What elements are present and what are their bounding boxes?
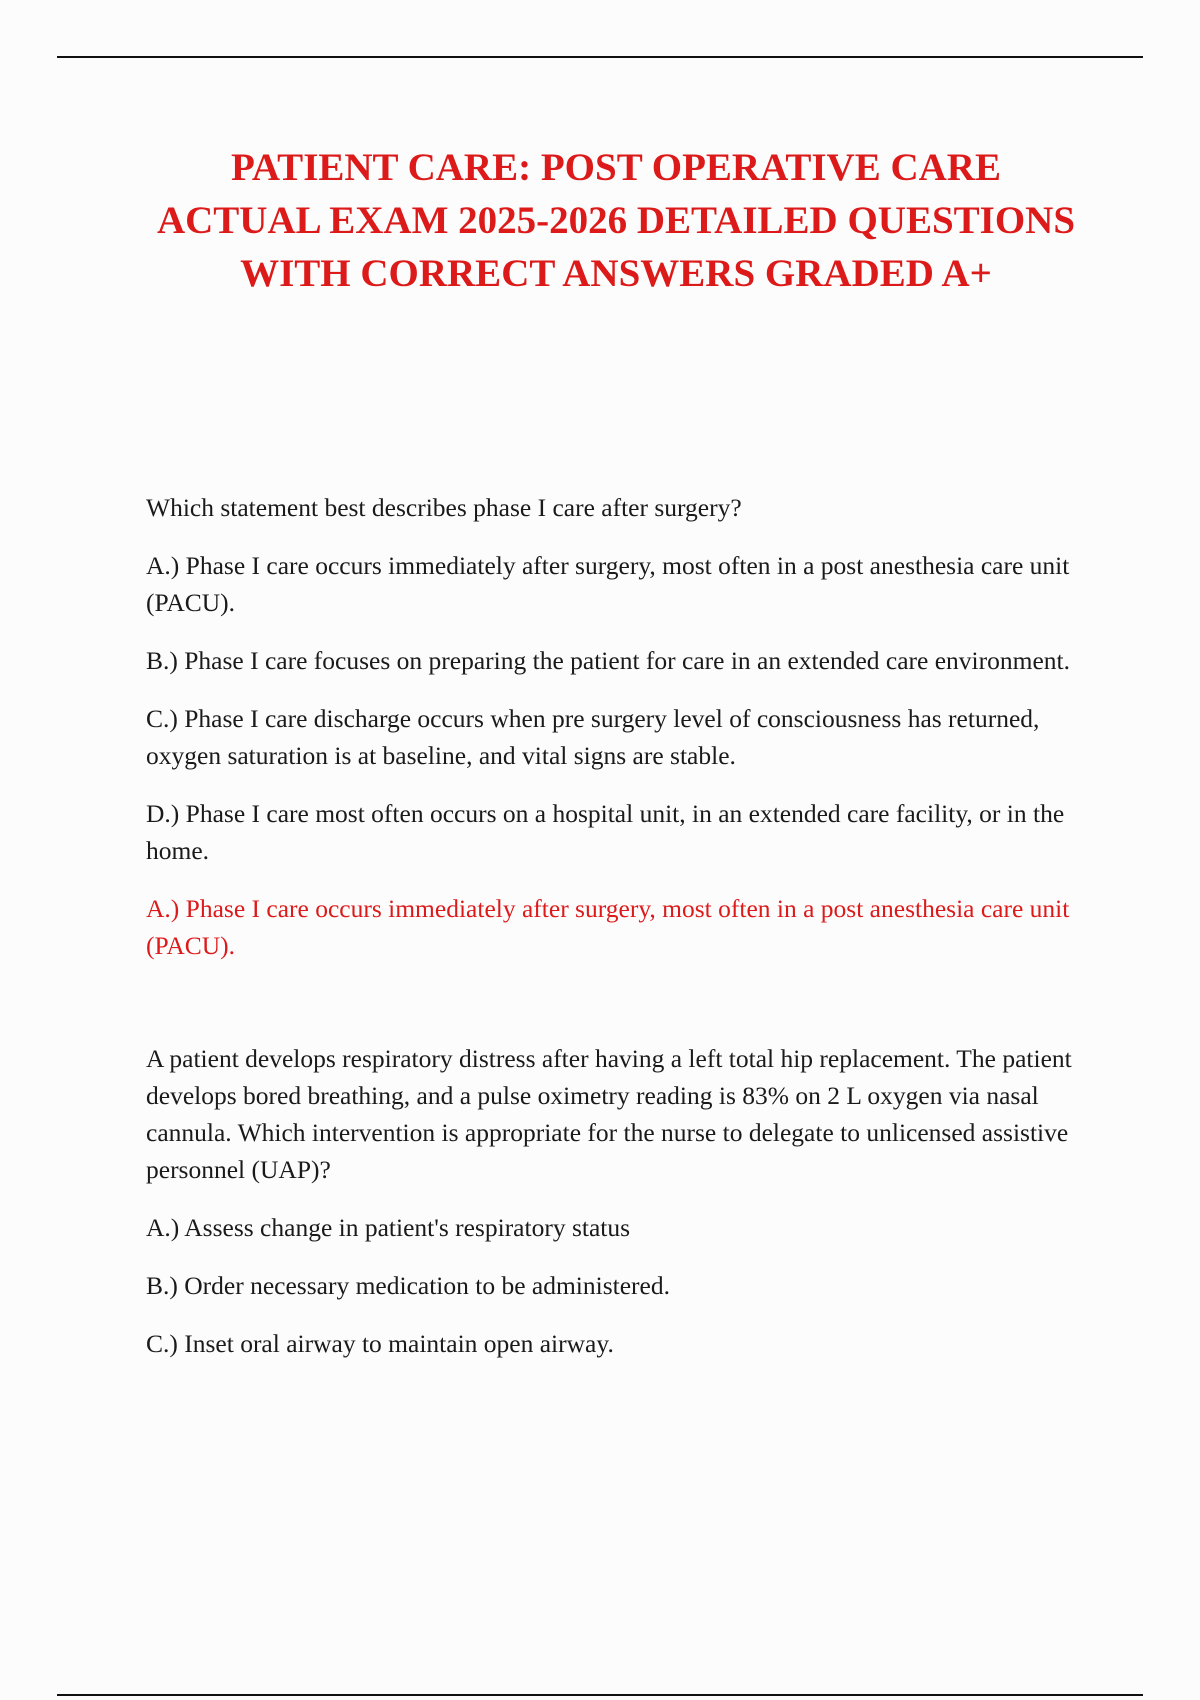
answer-option: B.) Order necessary medication to be administered. xyxy=(146,1271,670,1300)
answer-option: D.) Phase I care most often occurs on a hospital unit, in an extended care facility, or in the home. xyxy=(146,799,1065,865)
answer-option: A.) Phase I care occurs immediately after surgery, most often in a post anesthesia care unit (PACU). xyxy=(146,551,1070,617)
footer-rule xyxy=(57,1694,1143,1696)
header-rule xyxy=(57,56,1143,58)
correct-answer: A.) Phase I care occurs immediately after surgery, most often in a post anesthesia care unit (PACU). xyxy=(146,894,1070,960)
question-1 xyxy=(146,489,1096,964)
document-body xyxy=(146,489,1096,1383)
answer-option: A.) Assess change in patient's respiratory status xyxy=(146,1213,631,1242)
question-spacer xyxy=(146,985,1096,1040)
document-title: PATIENT CARE: POST OPERATIVE CARE ACTUAL EXAM 2025-2026 DETAILED QUESTIONS WITH CORRECT ANSWERS GRADED A+ xyxy=(156,146,1076,295)
question-stem: A patient develops respiratory distress after having a left total hip replacement. The patient develops bored breathing, and a pulse oximetry reading is 83% on 2 L oxygen via nasal cannula. Which intervention is appropriate for the nurse to delegate to unlicensed assistive personnel (UAP)? xyxy=(146,1044,1072,1184)
question-2 xyxy=(146,1040,1096,1362)
answer-option: C.) Inset oral airway to maintain open airway. xyxy=(146,1329,614,1358)
answer-option: B.) Phase I care focuses on preparing the patient for care in an extended care environment. xyxy=(146,646,1070,675)
answer-option: C.) Phase I care discharge occurs when pre surgery level of consciousness has returned, oxygen saturation is at baseline, and vital signs are stable. xyxy=(146,704,1040,770)
question-stem: Which statement best describes phase I care after surgery? xyxy=(146,493,742,522)
